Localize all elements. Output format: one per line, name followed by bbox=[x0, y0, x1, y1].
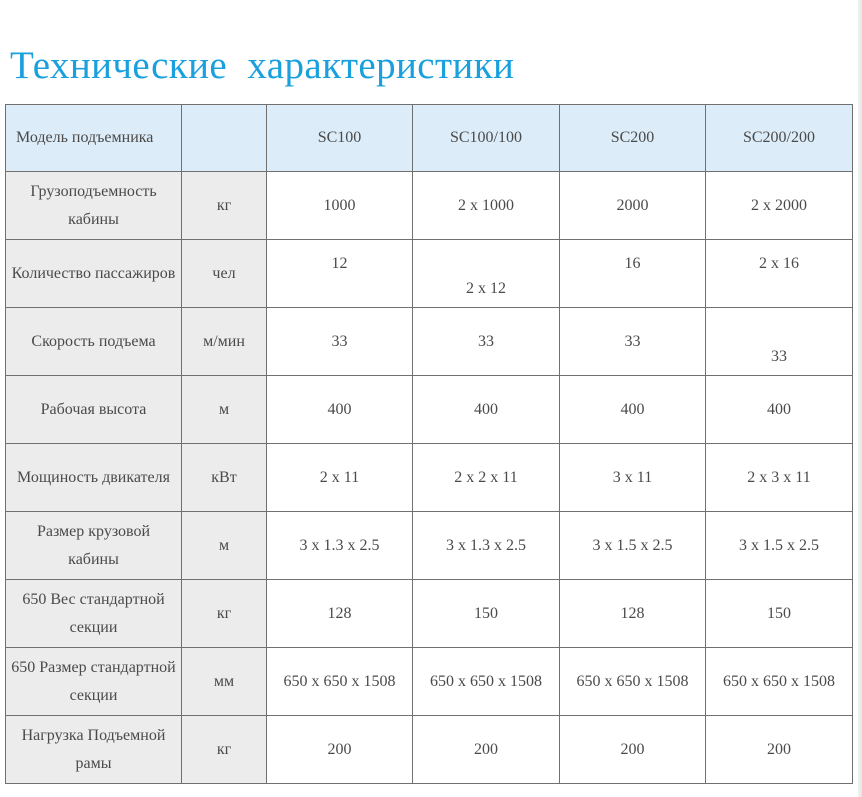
row-value: 3 x 1.3 x 2.5 bbox=[413, 512, 560, 580]
row-value: 200 bbox=[413, 716, 560, 784]
row-value: 3 x 1.5 x 2.5 bbox=[560, 512, 706, 580]
row-param: Рабочая высота bbox=[6, 376, 182, 444]
table-header-row bbox=[6, 105, 853, 172]
row-value: 400 bbox=[413, 376, 560, 444]
table-row bbox=[6, 512, 853, 580]
row-value: 3 x 11 bbox=[560, 444, 706, 512]
row-value: 33 bbox=[706, 308, 853, 376]
row-value: 150 bbox=[413, 580, 560, 648]
row-unit: чел bbox=[182, 240, 267, 308]
row-value: 2 x 3 x 11 bbox=[706, 444, 853, 512]
row-value: 200 bbox=[706, 716, 853, 784]
row-value: 2 x 16 bbox=[706, 240, 853, 308]
row-param: Нагрузка Подъемной рамы bbox=[6, 716, 182, 784]
row-value: 400 bbox=[267, 376, 413, 444]
row-unit: кг bbox=[182, 172, 267, 240]
row-value: 400 bbox=[560, 376, 706, 444]
row-unit: м bbox=[182, 376, 267, 444]
header-model: SC100/100 bbox=[413, 105, 560, 172]
row-value: 200 bbox=[560, 716, 706, 784]
table-row bbox=[6, 240, 853, 308]
row-unit: кг bbox=[182, 580, 267, 648]
row-value: 12 bbox=[267, 240, 413, 308]
row-param: Скорость подъема bbox=[6, 308, 182, 376]
row-value: 2 x 2000 bbox=[706, 172, 853, 240]
row-value: 128 bbox=[560, 580, 706, 648]
row-unit: кВт bbox=[182, 444, 267, 512]
table-row bbox=[6, 376, 853, 444]
row-unit: м bbox=[182, 512, 267, 580]
row-value: 200 bbox=[267, 716, 413, 784]
row-param: 650 Размер стандартной секции bbox=[6, 648, 182, 716]
row-value: 2 x 1000 bbox=[413, 172, 560, 240]
table-row bbox=[6, 444, 853, 512]
row-value: 1000 bbox=[267, 172, 413, 240]
row-value: 33 bbox=[413, 308, 560, 376]
table-row bbox=[6, 308, 853, 376]
table-row bbox=[6, 172, 853, 240]
row-value: 128 bbox=[267, 580, 413, 648]
table-row bbox=[6, 716, 853, 784]
row-value: 150 bbox=[706, 580, 853, 648]
table-row bbox=[6, 648, 853, 716]
row-param: 650 Вес стандартной секции bbox=[6, 580, 182, 648]
row-value: 650 x 650 x 1508 bbox=[267, 648, 413, 716]
row-unit: м/мин bbox=[182, 308, 267, 376]
table-row bbox=[6, 580, 853, 648]
row-value: 2 x 2 x 11 bbox=[413, 444, 560, 512]
row-value: 33 bbox=[267, 308, 413, 376]
row-unit: мм bbox=[182, 648, 267, 716]
row-value: 400 bbox=[706, 376, 853, 444]
row-value: 33 bbox=[560, 308, 706, 376]
header-model: SC200 bbox=[560, 105, 706, 172]
row-param: Грузоподъемность кабины bbox=[6, 172, 182, 240]
spec-table bbox=[5, 104, 853, 784]
row-param: Мощиность двикателя bbox=[6, 444, 182, 512]
page-edge-shadow bbox=[858, 0, 862, 797]
header-model: SC200/200 bbox=[706, 105, 853, 172]
row-value: 650 x 650 x 1508 bbox=[413, 648, 560, 716]
row-param: Количество пассажиров bbox=[6, 240, 182, 308]
row-value: 3 x 1.5 x 2.5 bbox=[706, 512, 853, 580]
row-unit: кг bbox=[182, 716, 267, 784]
row-value: 650 x 650 x 1508 bbox=[706, 648, 853, 716]
header-unit bbox=[182, 105, 267, 172]
header-param: Модель подъемника bbox=[6, 105, 182, 172]
row-param: Размер крузовой кабины bbox=[6, 512, 182, 580]
row-value: 3 x 1.3 x 2.5 bbox=[267, 512, 413, 580]
row-value: 2 x 11 bbox=[267, 444, 413, 512]
page-title: Технические характеристики bbox=[10, 44, 515, 87]
header-model: SC100 bbox=[267, 105, 413, 172]
row-value: 2000 bbox=[560, 172, 706, 240]
row-value: 2 x 12 bbox=[413, 240, 560, 308]
row-value: 650 x 650 x 1508 bbox=[560, 648, 706, 716]
row-value: 16 bbox=[560, 240, 706, 308]
